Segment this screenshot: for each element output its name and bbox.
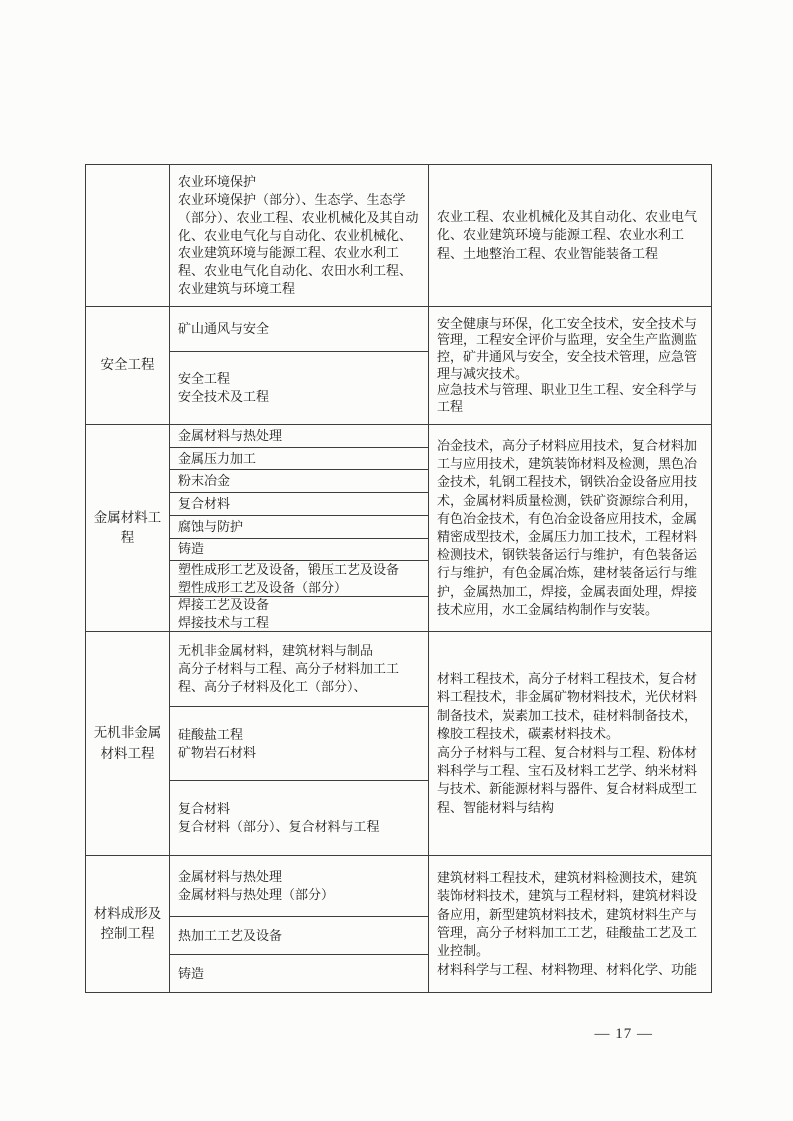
major-name-line: 金属材料与热处理 (178, 427, 283, 443)
major-name-cell (170, 307, 428, 351)
major-name-line: 铸造 (178, 541, 205, 557)
major-name-line: 复合材料 (178, 801, 231, 817)
related-programs-cell (429, 165, 711, 306)
major-name-cell (170, 916, 428, 954)
major-name-line: 矿山通风与安全 (178, 320, 270, 336)
table-row (86, 306, 711, 424)
major-name-cell (170, 425, 428, 447)
programs-paragraph: 材料工程技术，高分子材料工程技术，复合材料工程技术，非金属矿物材料技术，光伏材料制备技术，炭素加工技术，硅材料制备技术，橡胶工程技术，碳素材料技术。 (437, 670, 698, 742)
table-row (86, 631, 711, 855)
major-name-line: 腐蚀与防护 (178, 518, 244, 534)
page-number: — 17 — (594, 1026, 653, 1042)
programs-paragraph: 高分子材料与工程、复合材料与工程、粉体材料科学与工程、宝石及材料工艺学、纳米材料与技术、新能源材料与器件、复合材料成型工程、智能材料与结构 (437, 744, 698, 815)
major-name-cell (170, 492, 428, 515)
major-name-line: 铸造 (178, 965, 205, 981)
major-name-line: 矿物岩石材料 (178, 744, 257, 760)
major-name-line: 焊接技术与工程 (178, 614, 270, 630)
related-programs-cell (429, 632, 711, 855)
major-name-cell (170, 165, 428, 306)
major-name-cell (170, 856, 428, 916)
major-name-cell (170, 515, 428, 538)
majors-mapping-table (85, 164, 712, 993)
table-row (86, 165, 711, 306)
major-name-cell (170, 447, 428, 470)
major-name-cell (170, 351, 428, 424)
major-name-cell (170, 706, 428, 781)
major-name-line: 安全工程 (178, 370, 231, 386)
programs-paragraph: 建筑材料工程技术，建筑材料检测技术，建筑装饰材料技术，建筑与工程材料，建筑材料设备应用，新型建筑材料技术，建筑材料生产与管理，高分子材料加工工艺，硅酸盐工艺及工业控制。 (437, 869, 698, 959)
old-majors-column (170, 856, 429, 992)
category-cell: 材料成形及控制工程 (86, 856, 170, 992)
related-programs-cell (429, 425, 711, 631)
major-name-cell (170, 954, 428, 992)
major-name-line: 高分子材料与工程、高分子材料加工工程、高分子材料及化工（部分）、 (178, 660, 400, 694)
major-name-line: 粉末冶金 (178, 473, 231, 489)
table-row (86, 855, 711, 992)
major-name-cell (170, 469, 428, 492)
category-cell: 安全工程 (86, 307, 170, 424)
major-name-line: 农业环境保护 (178, 173, 257, 189)
programs-paragraph: 应急技术与管理、职业卫生工程、安全科学与工程 (437, 382, 698, 414)
major-name-line: 无机非金属材料，建筑材料与制品 (178, 642, 374, 658)
programs-paragraph: 农业工程、农业机械化及其自动化、农业电气化、农业建筑环境与能源工程、农业水利工程、土地整治工程、农业智能装备工程 (437, 208, 698, 261)
major-name-cell (170, 632, 428, 706)
major-name-line: 复合材料（部分）、复合材料与工程 (178, 819, 380, 835)
old-majors-column (170, 632, 429, 855)
major-name-line: 金属材料与热处理（部分） (178, 887, 335, 903)
category-cell: 无机非金属材料工程 (86, 632, 170, 855)
major-name-line: 焊接工艺及设备 (178, 596, 270, 612)
major-name-cell (170, 538, 428, 561)
major-name-line: 农业环境保护（部分）、生态学、生态学（部分）、农业工程、农业机械化及其自动化、农业电气化与自动化、农业机械化、农业建筑环境与能源工程、农业水利工程、农业电气化自动化、农田水利工程、农业建筑与环境工程 (178, 191, 419, 297)
programs-paragraph: 冶金技术，高分子材料应用技术，复合材料加工与应用技术，建筑装饰材料及检测，黑色冶金技术，轧钢工程技术，钢铁冶金设备应用技术，金属材料质量检测，铁矿资源综合利用，有色冶金技术，有色冶金设备应用技术，金属精密成型技术，金属压力加工技术，工程材料检测技术，钢铁装备运行与维护，有色装备运行与维护，有色金属冶炼，建材装备运行与维护，金属热加工，焊接，金属表面处理，焊接技术应用，水工金属结构制作与安装。 (437, 438, 698, 617)
major-name-line: 热加工工艺及设备 (178, 927, 283, 943)
related-programs-cell (429, 856, 711, 992)
old-majors-column (170, 165, 429, 306)
major-name-line: 硅酸盐工程 (178, 726, 244, 742)
old-majors-column (170, 307, 429, 424)
old-majors-column (170, 425, 429, 631)
category-cell: 金属材料工程 (86, 425, 170, 631)
major-name-line: 安全技术及工程 (178, 388, 270, 404)
table-row (86, 424, 711, 631)
major-name-line: 复合材料 (178, 496, 231, 512)
major-name-cell (170, 596, 428, 631)
major-name-line: 金属材料与热处理 (178, 869, 283, 885)
programs-paragraph: 安全健康与环保，化工安全技术，安全技术与管理，工程安全评价与监理，安全生产监测监控，矿井通风与安全，安全技术管理，应急管理与减灾技术。 (437, 315, 698, 381)
programs-paragraph: 材料科学与工程、材料物理、材料化学、功能 (437, 961, 698, 977)
major-name-line: 塑性成形工艺及设备，锻压工艺及设备 (178, 561, 400, 577)
related-programs-cell (429, 307, 711, 424)
major-name-cell (170, 780, 428, 855)
major-name-line: 金属压力加工 (178, 450, 257, 466)
major-name-cell (170, 560, 428, 595)
major-name-line: 塑性成形工艺及设备（部分） (178, 579, 348, 595)
category-cell (86, 165, 170, 306)
